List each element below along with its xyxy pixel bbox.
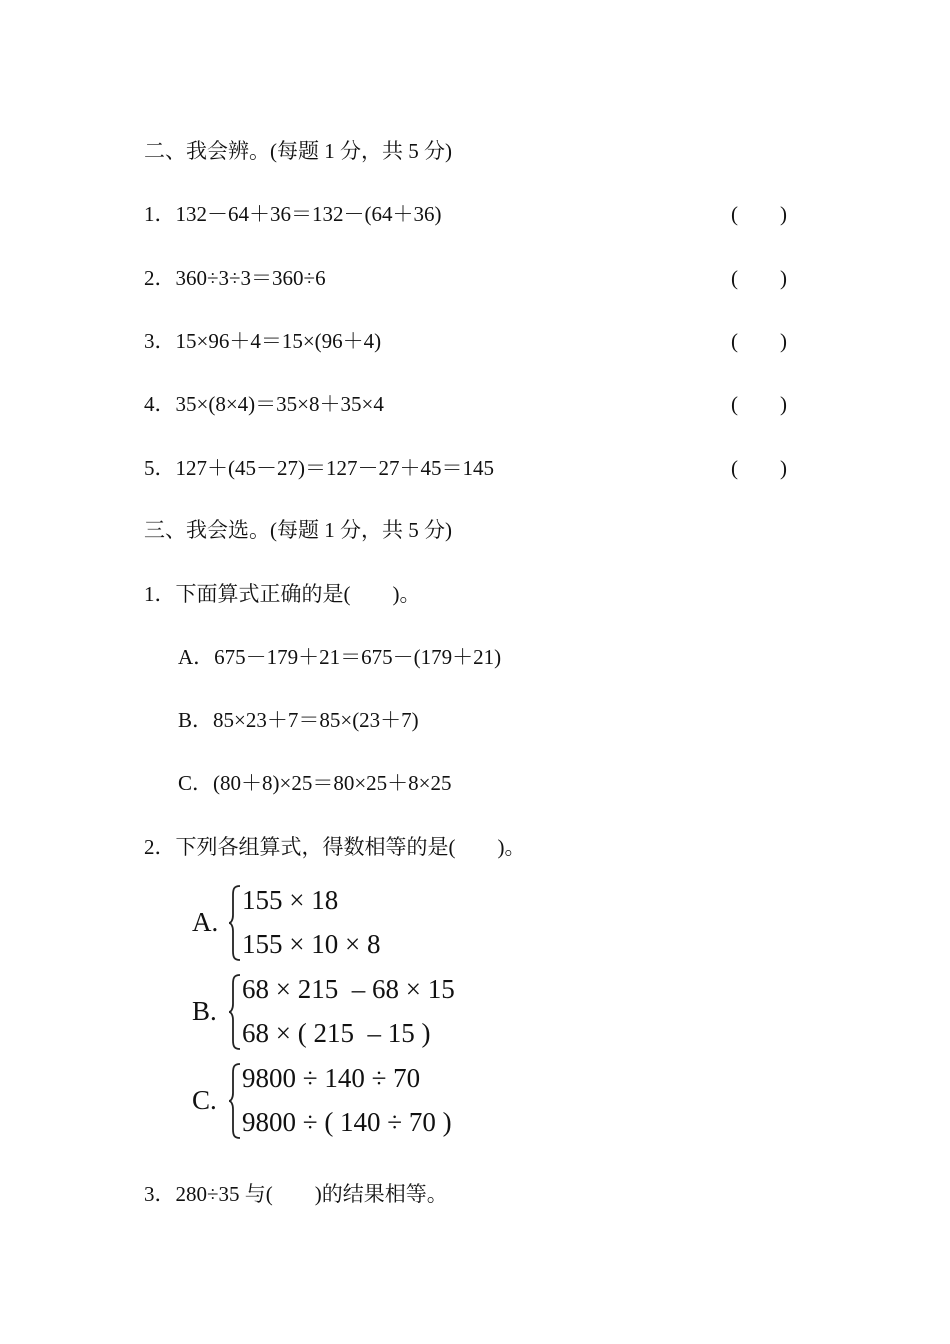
judge-item-3 <box>144 328 381 354</box>
judge-item-5 <box>144 455 494 481</box>
answer-paren-4[interactable]: ( ) <box>731 392 787 416</box>
item-number: 3． <box>144 329 176 353</box>
option-label: B. <box>192 996 217 1026</box>
item-number: 2． <box>144 266 176 290</box>
item-expression: 127＋(45－27)＝127－27＋45＝145 <box>175 456 494 480</box>
left-brace-icon <box>228 972 242 1052</box>
item-expression: 360÷3÷3＝360÷6 <box>175 266 326 290</box>
item-number: 1． <box>144 202 176 226</box>
expression-line-1: 9800 ÷ 140 ÷ 70 <box>242 1063 421 1093</box>
answer-paren-2[interactable]: ( ) <box>731 266 787 290</box>
choice-question-3 <box>144 1181 448 1207</box>
option-c[interactable]: C．(80＋8)×25＝80×25＋8×25 <box>178 771 452 795</box>
judge-item-1 <box>144 201 442 227</box>
option-group-b[interactable] <box>192 972 492 1056</box>
item-number: 5． <box>144 456 176 480</box>
item-expression: 15×96＋4＝15×(96＋4) <box>175 329 382 353</box>
question-number: 2． <box>144 835 176 859</box>
option-a[interactable]: A．675－179＋21＝675－(179＋21) <box>178 645 502 669</box>
left-brace-icon <box>228 1061 242 1141</box>
option-b[interactable]: B．85×23＋7＝85×(23＋7) <box>178 708 419 732</box>
question-stem: 280÷35 与( )的结果相等。 <box>175 1182 448 1206</box>
answer-paren-1[interactable]: ( ) <box>731 202 787 226</box>
judge-item-2 <box>144 265 326 291</box>
judge-item-4 <box>144 391 384 417</box>
expression-line-1: 68 × 215 – 68 × 15 <box>242 974 455 1004</box>
option-label: C. <box>192 1085 217 1115</box>
question-number: 1． <box>144 582 176 606</box>
expression-line-2: 9800 ÷ ( 140 ÷ 70 ) <box>242 1107 452 1137</box>
item-number: 4． <box>144 392 176 416</box>
section-3-title: 三、我会选。(每题 1 分，共 5 分) <box>144 518 452 542</box>
expression-line-1: 155 × 18 <box>242 885 339 915</box>
question-number: 3． <box>144 1182 176 1206</box>
expression-line-2: 68 × ( 215 – 15 ) <box>242 1018 431 1048</box>
item-expression: 132－64＋36＝132－(64＋36) <box>175 202 442 226</box>
item-expression: 35×(8×4)＝35×8＋35×4 <box>175 392 384 416</box>
choice-question-2 <box>144 834 526 860</box>
question-stem: 下列各组算式，得数相等的是( )。 <box>175 835 526 859</box>
choice-question-1 <box>144 581 421 607</box>
question-stem: 下面算式正确的是( )。 <box>175 582 421 606</box>
answer-paren-3[interactable]: ( ) <box>731 329 787 353</box>
option-group-c[interactable] <box>192 1061 492 1145</box>
section-2-title: 二、我会辨。(每题 1 分，共 5 分) <box>144 139 452 163</box>
expression-line-2: 155 × 10 × 8 <box>242 929 381 959</box>
option-label: A. <box>192 907 219 937</box>
left-brace-icon <box>228 883 242 963</box>
answer-paren-5[interactable]: ( ) <box>731 456 787 480</box>
option-group-a[interactable] <box>192 883 492 967</box>
